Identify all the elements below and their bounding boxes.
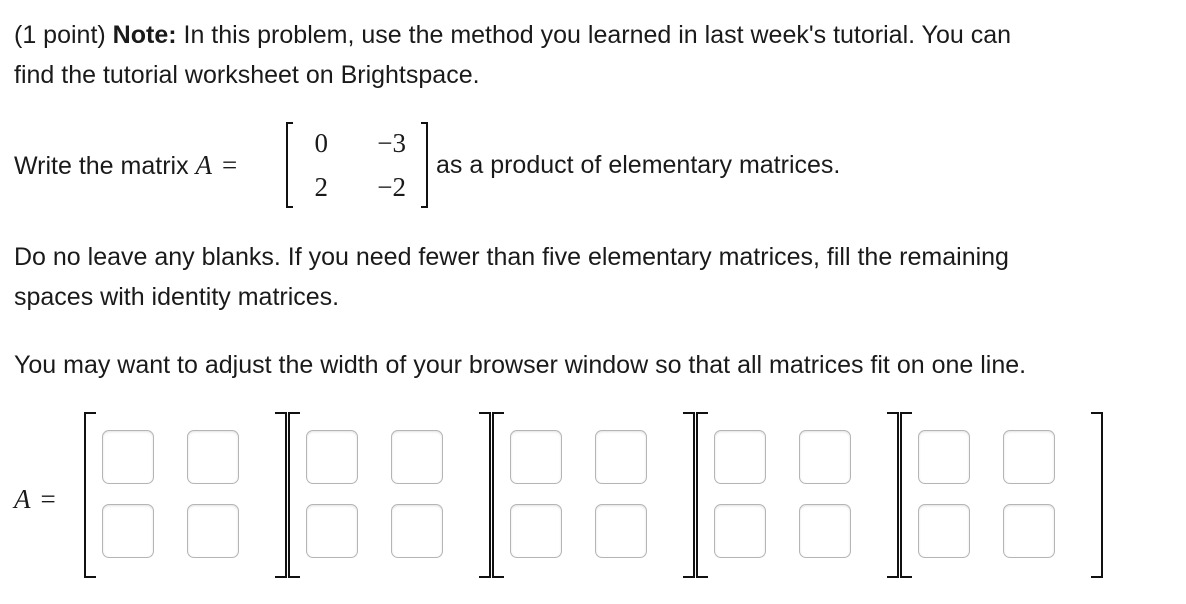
left-bracket <box>288 412 300 578</box>
matrix-cell: −2 <box>377 172 406 202</box>
left-bracket <box>696 412 708 578</box>
elementary-matrix-5 <box>900 412 1103 578</box>
instructions-line1: Do no leave any blanks. If you need fewer than five elementary matrices, fill the remaining <box>14 243 1009 271</box>
answer-equals-sign: = <box>40 484 56 514</box>
instructions-line2: spaces with identity matrices. <box>14 283 340 311</box>
matrix-cell: 2 <box>314 172 328 202</box>
matrix-4-entry-r1c1[interactable] <box>714 430 766 484</box>
matrix-2-entry-r2c2[interactable] <box>391 504 443 558</box>
browser-hint: You may want to adjust the width of your browser window so that all matrices fit on one line. <box>14 351 1027 379</box>
matrix-2-entry-r1c1[interactable] <box>306 430 358 484</box>
left-bracket <box>84 412 96 578</box>
matrix-4-entry-r1c2[interactable] <box>799 430 851 484</box>
answer-lhs <box>14 482 56 517</box>
note-text: In this problem, use the method you learned in last week's tutorial. You can <box>176 21 1011 49</box>
right-bracket <box>683 412 695 578</box>
matrix-4-entry-r2c1[interactable] <box>714 504 766 558</box>
elementary-matrix-2 <box>288 412 491 578</box>
right-bracket <box>275 412 287 578</box>
matrix-5-entry-r2c1[interactable] <box>918 504 970 558</box>
right-bracket <box>479 412 491 578</box>
matrix-1-entry-r2c2[interactable] <box>187 504 239 558</box>
matrix-3-entry-r2c1[interactable] <box>510 504 562 558</box>
given-matrix <box>286 122 428 208</box>
matrix-4-entry-r2c2[interactable] <box>799 504 851 558</box>
matrix-3-entry-r2c2[interactable] <box>595 504 647 558</box>
matrix-5-entry-r1c1[interactable] <box>918 430 970 484</box>
right-bracket <box>1091 412 1103 578</box>
left-bracket <box>286 122 293 208</box>
matrix-5-entry-r1c2[interactable] <box>1003 430 1055 484</box>
problem-note <box>14 20 1011 50</box>
matrix-2-entry-r2c1[interactable] <box>306 504 358 558</box>
left-bracket <box>900 412 912 578</box>
write-prefix-text: Write the matrix <box>14 152 196 180</box>
write-matrix-prefix <box>14 150 237 181</box>
matrix-5-entry-r2c2[interactable] <box>1003 504 1055 558</box>
matrix-1-entry-r1c2[interactable] <box>187 430 239 484</box>
point-label: (1 point) <box>14 21 113 49</box>
matrix-1-entry-r1c1[interactable] <box>102 430 154 484</box>
elementary-matrix-4 <box>696 412 899 578</box>
matrix-3-entry-r1c2[interactable] <box>595 430 647 484</box>
left-bracket <box>492 412 504 578</box>
right-bracket <box>421 122 428 208</box>
matrix-1-entry-r2c1[interactable] <box>102 504 154 558</box>
matrix-3-entry-r1c1[interactable] <box>510 430 562 484</box>
note-text-line2: find the tutorial worksheet on Brightspace. <box>14 61 480 89</box>
matrix-symbol: A <box>195 150 213 180</box>
matrix-cell: −3 <box>377 128 406 158</box>
matrix-cell: 0 <box>314 128 328 158</box>
write-matrix-suffix: as a product of elementary matrices. <box>436 151 841 179</box>
elementary-matrix-1 <box>84 412 287 578</box>
answer-matrix-symbol: A <box>14 484 31 514</box>
right-bracket <box>887 412 899 578</box>
matrix-2-entry-r1c2[interactable] <box>391 430 443 484</box>
note-label: Note: <box>112 21 177 49</box>
equals-sign: = <box>222 150 238 180</box>
elementary-matrix-3 <box>492 412 695 578</box>
